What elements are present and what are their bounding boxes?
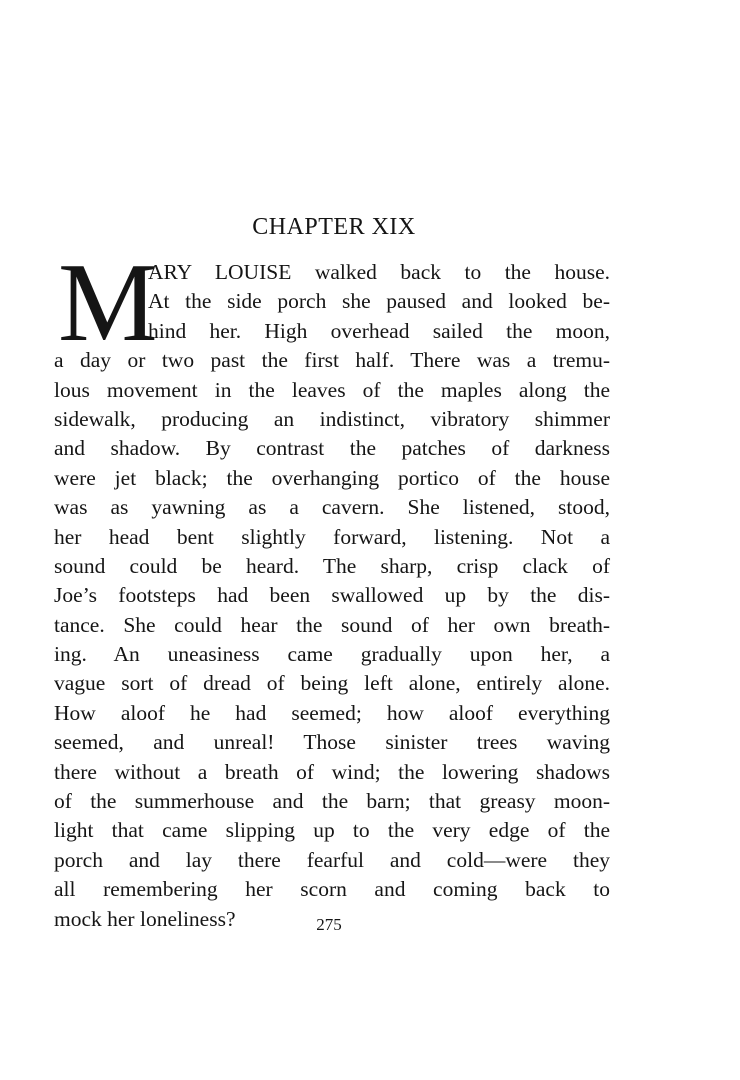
text-line: seemed, and unreal! Those sinister trees waving <box>54 730 610 755</box>
text-line: her head bent slightly forward, listening. Not a <box>54 524 610 549</box>
text-line: ing. An uneasiness came gradually upon her, a <box>54 642 610 667</box>
text-line: ARY LOUISE walked back to the house. <box>148 260 610 284</box>
text-line: How aloof he had seemed; how aloof everything <box>54 700 610 725</box>
drop-cap: M <box>58 241 158 365</box>
text-line: of the summerhouse and the barn; that greasy moon- <box>54 789 610 814</box>
text-line: all remembering her scorn and coming back to <box>54 877 610 902</box>
text-line: light that came slipping up to the very edge of the <box>54 818 610 843</box>
chapter-title: CHAPTER XIX <box>252 214 416 240</box>
text-line: tance. She could hear the sound of her own breath- <box>54 612 610 637</box>
text-line: was as yawning as a cavern. She listened, stood, <box>54 495 610 520</box>
text-line: mock her loneliness? <box>54 906 236 931</box>
text-line: sound could be heard. The sharp, crisp clack of <box>54 553 610 578</box>
text-line: hind her. High overhead sailed the moon, <box>148 318 610 343</box>
text-line: sidewalk, producing an indistinct, vibratory shimmer <box>54 406 610 431</box>
text-line: At the side porch she paused and looked be- <box>148 289 610 314</box>
chapter-body <box>54 241 610 934</box>
text-line: a day or two past the first half. There was a tremu- <box>54 348 610 373</box>
text-line: lous movement in the leaves of the maples along the <box>54 377 610 402</box>
page-number: 275 <box>316 915 342 934</box>
text-line: porch and lay there fearful and cold—were they <box>54 847 610 872</box>
text-line: were jet black; the overhanging portico of the house <box>54 465 610 490</box>
text-line: and shadow. By contrast the patches of darkness <box>54 436 610 461</box>
text-line: there without a breath of wind; the lowering shadows <box>54 759 610 784</box>
text-line: Joe’s footsteps had been swallowed up by the dis- <box>54 583 610 608</box>
text-line: vague sort of dread of being left alone, entirely alone. <box>54 671 610 696</box>
